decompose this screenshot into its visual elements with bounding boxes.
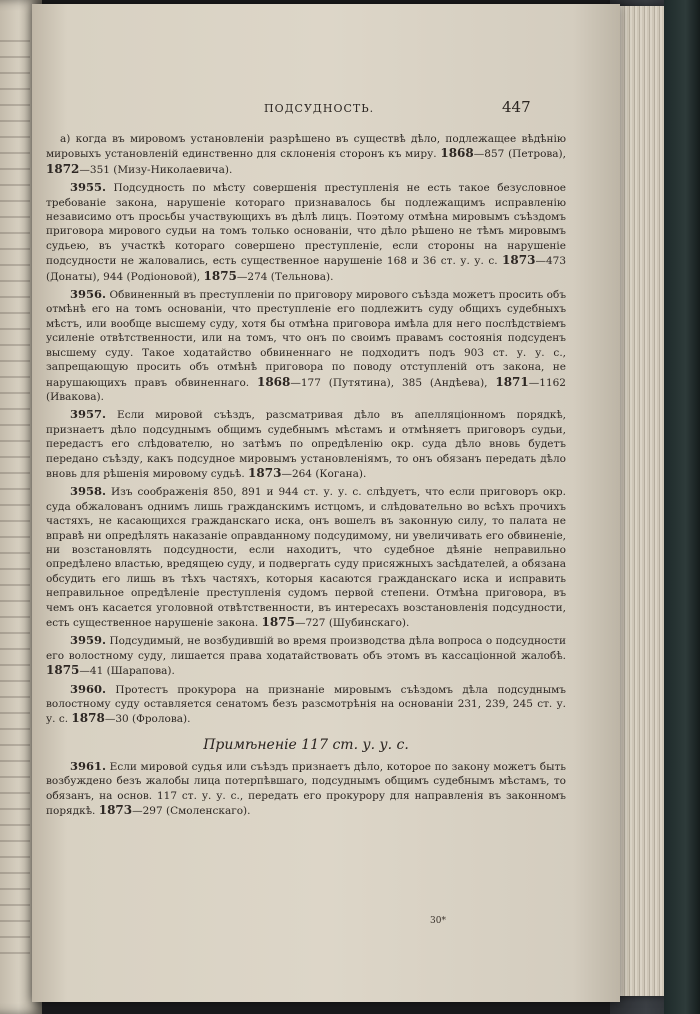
entry-year: 1873 [248, 465, 282, 480]
entry-citation: —264 (Когана). [281, 467, 367, 480]
entry-year: 1875 [46, 663, 80, 678]
entry-number: 3960. [70, 681, 107, 696]
book-cover-edge [664, 0, 700, 1014]
running-title: ПОДСУДНОСТЬ. [264, 102, 375, 115]
left-page-text-fragment [0, 40, 30, 960]
entry-text: Протестъ прокурора на признанiе мировымъ съѣздомъ дѣла подсуднымъ волостному суду оставляется сенатомъ безъ разсмотрѣнiя на основанiи 231, 239, 245 ст. у. у. с. [46, 683, 566, 726]
entry-3955 [46, 180, 566, 284]
entries [46, 132, 566, 821]
entry-number: 3957. [70, 407, 107, 422]
entry-3960 [46, 682, 566, 727]
entry-number: 3956. [70, 287, 107, 302]
entry-text: Обвиненный въ преступленiи по приговору мирового съѣзда можетъ просить объ отмѣнѣ его на томъ основанiи, что преступленiе его подлежитъ суду общихъ судебныхъ мѣстъ, или вообще высшему суду, хотя бы отмѣна приговора имѣла для него послѣдствiемъ усиленiе отвѣтственности, или на томъ, что онъ по своимъ правамъ состоянiя подсуденъ высшему суду. Такое ходатайство обвиненнаго не подходитъ подъ 903 ст. у. у. с., запрещающую просить объ отмѣнѣ приговора по поводу отступленiй отъ закона, не нарушающихъ правъ обвиненнаго. [46, 289, 567, 389]
entry-citation: —274 (Тельнова). [236, 270, 334, 283]
entry-3959 [46, 633, 566, 678]
page-number: 447 [502, 98, 531, 116]
entry-3957 [46, 407, 566, 481]
entry-citation: —177 (Путятина), 385 (Андѣева), [290, 376, 488, 389]
entry-year: 1875 [261, 615, 295, 629]
section-heading: Примѣненiе 117 ст. у. у. с. [203, 736, 409, 753]
entry-year: 1868 [440, 146, 474, 161]
entry-citation: —857 (Петрова), [473, 148, 566, 161]
entry-year: 1868 [256, 374, 291, 389]
entry-text: Подсудимый, не возбудившiй во время производства дѣла вопроса о подсудности его волостному суду, лишается права ходатайствовать объ этомъ въ кассацiонной жалобѣ. [46, 635, 566, 662]
entry-year: 1878 [71, 711, 105, 726]
entry-citation: —30 (Фролова). [104, 713, 191, 726]
entry-preceding [46, 132, 566, 177]
entry-number: 3955. [70, 180, 107, 195]
entry-3961 [46, 759, 566, 819]
entry-3958 [46, 484, 566, 630]
entry-text: а) когда въ мировомъ установленiи разрѣшено въ существѣ дѣло, подлежащее вѣдѣнiю мировыхъ установленiй единственно для склоненiя сторонъ къ миру. [46, 133, 566, 161]
entry-text: Подсудность по мѣсту совершенiя преступленiя не есть такое безусловное требованiе закона, нарушенiе котораго признавалось бы подлежащимъ исправленiю независимо отъ просьбы участвующихъ въ дѣлѣ лицъ. Поэтому отмѣна мировымъ съѣздомъ приговора мирового судьи на томъ только основанiи, что дѣло рѣшено не тѣмъ мировымъ судьею, въ участкѣ котораго совершено преступленiе, если стороны на нарушенiе подсудности не жаловались, есть существенное нарушенiе 168 и 36 ст. у. у. с. [46, 182, 566, 268]
entry-3956 [46, 287, 566, 404]
entry-citation: —41 (Шарапова). [79, 665, 175, 678]
signature-mark: 30* [430, 916, 446, 926]
entry-year: 1873 [502, 253, 536, 268]
entry-citation: —351 (Мизу-Николаевича). [79, 163, 233, 176]
entry-number: 3959. [70, 633, 107, 648]
entry-citation: —473 (Донаты), 944 (Родiоновой), [46, 255, 566, 283]
entry-citation: —297 (Смоленскаго). [132, 805, 251, 818]
entry-citation: —1162 (Ивакова). [46, 376, 566, 403]
entry-year: 1875 [203, 268, 237, 283]
entry-year: 1872 [46, 161, 80, 176]
entry-text: Изъ соображенiя 850, 891 и 944 ст. у. у. с. слѣдуетъ, что если приговоръ окр. суда обжалованъ однимъ лишь гражданскимъ истцомъ, и слѣдовательно во всѣхъ прочихъ частяхъ, не касающихся гражданскаго иска, онъ вошелъ въ законную силу, то палата не вправѣ ни опредѣлять наказанiе оправданному подсудимому, ни увеличивать его обвиненiе, ни возстановлять подсудности, если находитъ, что судебное дѣянiе неправильно опредѣлено властью, вредящею суду, и подвергать суду присяжныхъ засѣдателей, а обязана обсудить его лишь въ тѣхъ частяхъ, которыя касаются гражданскаго иска и исправить неправильное опредѣленiе преступленiя судомъ первой степени. Отмѣна приговора, въ чемъ онъ касается уголовной отвѣтственности, въ интересахъ возстановленiя подсудности, есть существенное нарушенiе закона. [46, 486, 566, 629]
entry-year: 1871 [495, 374, 529, 389]
entry-citation: —727 (Шубинскаго). [294, 617, 410, 629]
entry-year: 1873 [98, 803, 133, 818]
book-page [32, 4, 620, 1002]
entry-number: 3958. [70, 484, 107, 499]
entry-text: Если мировой съѣздъ, разсматривая дѣло въ апелляцiонномъ порядкѣ, признаетъ дѣло подсуднымъ общимъ судебнымъ мѣстамъ и отмѣняетъ приговоръ судьи, передастъ его слѣдователю, но затѣмъ по опредѣленiю окр. суда дѣло вновь будетъ передано съѣзду, какъ подсудное мировымъ установленiямъ, то онъ обязанъ передать дѣло вновь для рѣшенiя мировому судьѣ. [46, 409, 566, 480]
entry-text: Если мировой судья или съѣздъ признаетъ дѣло, которое по закону можетъ быть возбуждено безъ жалобы лица потерпѣвшаго, подсуднымъ общимъ судебнымъ мѣстамъ, то обязанъ, на основ. 117 ст. у. у. с., передать его прокурору для направленiя въ законномъ порядкѣ. [46, 760, 566, 818]
entry-number: 3961. [70, 758, 107, 773]
